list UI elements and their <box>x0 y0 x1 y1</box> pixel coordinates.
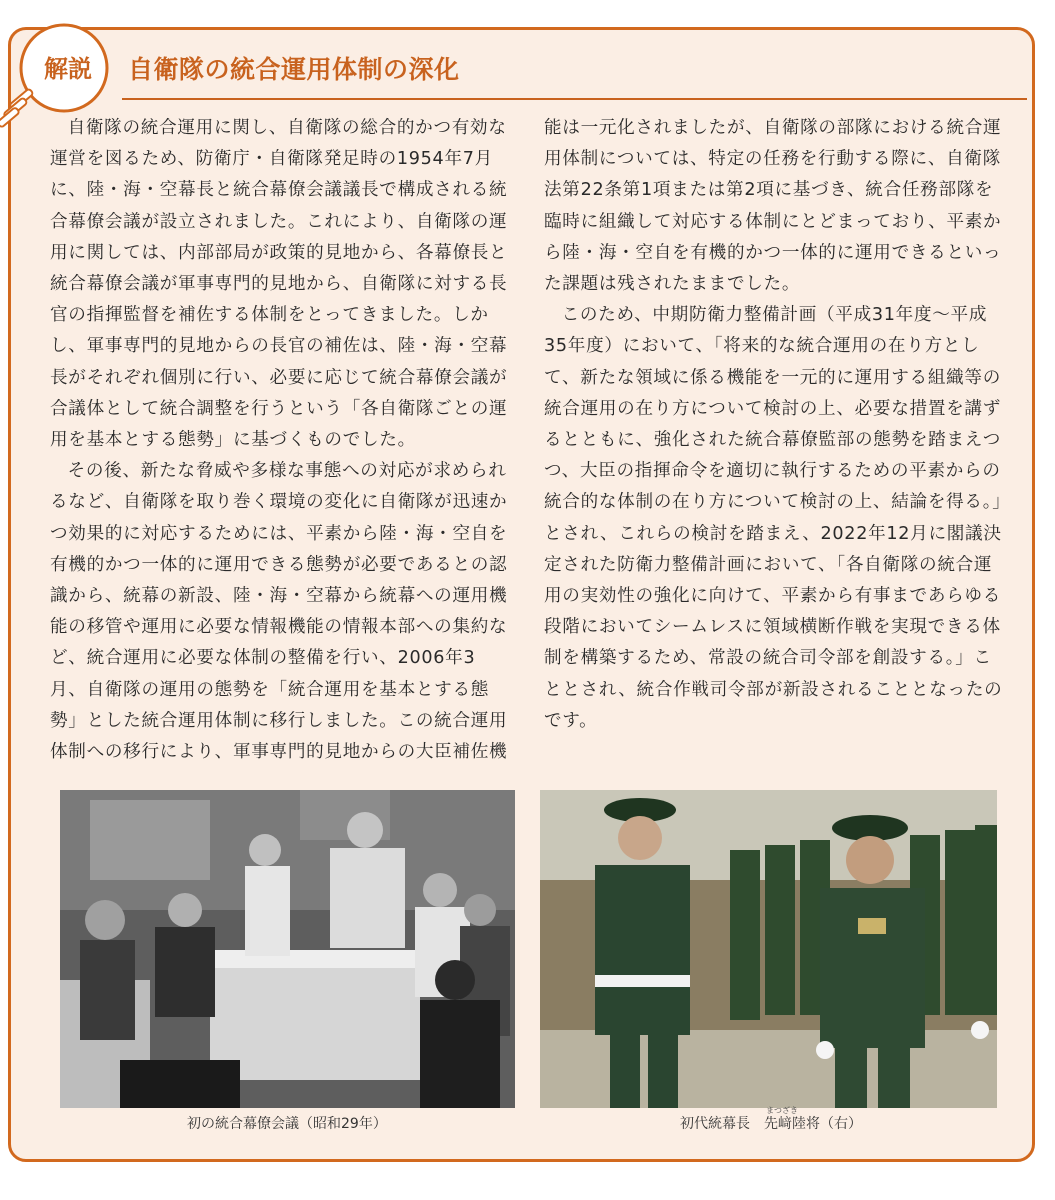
caption-name <box>764 1106 862 1132</box>
text-column-left <box>50 113 510 768</box>
caption-ruby: まつざき <box>766 1106 798 1115</box>
photo-caption-left: 初の統合幕僚会議（昭和29年） <box>187 1116 387 1132</box>
paragraph: このため、中期防衛力整備計画（平成31年度〜平成35年度）において、「将来的な統合運用の在り方として、新たな領域に係る機能を一元的に運用する組織等の統合運用の在り方について検討の上、必要な措置を講ずるとともに、強化された統合幕僚監部の態勢を踏まえつつ、大臣の指揮命令を適切に執行するための平素からの統合的な体制の在り方について検討の上、結論を得る。」とされ、これらの検討を踏まえ、2022年12月に閣議決定された防衛力整備計画において、「各自衛隊の統合運用の実効性の強化に向けて、平素から有事まであらゆる段階においてシームレスに領域横断作戦を実現できる体制を構築するため、常設の統合司令部を創設する。」こととされ、統合作戦司令部が新設されることとなったのです。 <box>544 305 1003 731</box>
lightbulb-icon <box>0 88 34 127</box>
article-title: 自衛隊の統合運用体制の深化 <box>128 55 460 84</box>
photo-caption-right <box>680 1106 862 1133</box>
paragraph: その後、新たな脅威や多様な事態への対応が求められるなど、自衛隊を取り巻く環境の変化に自衛隊が迅速かつ効果的に対応するためには、平素から陸・海・空自を有機的かつ一体的に運用できる態勢が必要であるとの認識から、統幕の新設、陸・海・空幕から統幕への運用機能の移管や運用に必要な情報機能の情報本部への集約など、統合運用に必要な体制の整備を行い、2006年3月、自衛隊の運用の態勢を「統合運用を基本とする態勢」とした統合運用体制に移行しました。この統合運用体制への移行により、軍事専門的見地からの大臣補佐機 <box>50 461 508 763</box>
caption-prefix: 初代統幕長 <box>680 1116 764 1132</box>
officers-photo <box>540 790 997 1108</box>
meeting-photo <box>60 790 515 1108</box>
paragraph: 能は一元化されましたが、自衛隊の部隊における統合運用体制については、特定の任務を行動する際に、自衛隊法第22条第1項または第2項に基づき、統合任務部隊を臨時に組織して対応する体制にとどまっており、平素から陸・海・空自を有機的かつ一体的に運用できるといった課題は残されたままでした。 <box>544 118 1002 295</box>
title-divider <box>122 98 1027 100</box>
paragraph: 自衛隊の統合運用に関し、自衛隊の総合的かつ有効な運営を図るため、防衛庁・自衛隊発足時の1954年7月に、陸・海・空幕長と統合幕僚会議議長で構成される統合幕僚会議が設立されました。これにより、自衛隊の運用に関しては、内部部局が政策的見地から、各幕僚長と統合幕僚会議が軍事専門的見地から、自衛隊に対する長官の指揮監督を補佐する体制をとってきました。しかし、軍事専門的見地からの長官の補佐は、陸・海・空幕長がそれぞれ個別に行い、必要に応じて統合幕僚会議が合議体として統合調整を行うという「各自衛隊ごとの運用を基本とする態勢」に基づくものでした。 <box>50 118 508 451</box>
caption-name-text: 先﨑陸将（右） <box>764 1116 862 1132</box>
badge-label: 解説 <box>44 55 92 83</box>
text-column-right <box>544 113 1004 737</box>
